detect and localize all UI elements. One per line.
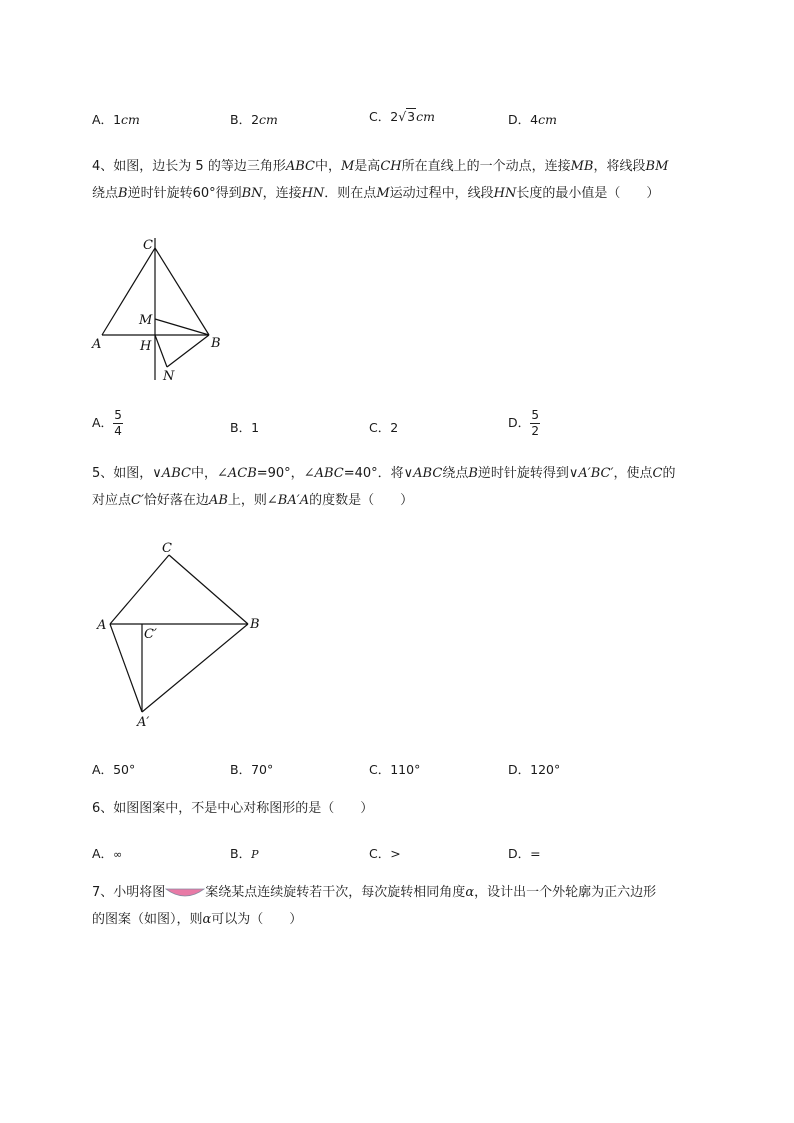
- math-var: ∨ABC: [403, 466, 443, 481]
- math-var: ∠BA′A: [266, 493, 310, 508]
- text: 上，则: [227, 493, 267, 508]
- text: 是高: [354, 159, 381, 174]
- label-n: N: [163, 369, 175, 384]
- question-number: 5、: [92, 466, 114, 481]
- option-value: 1: [251, 420, 260, 435]
- text: 绕点: [442, 466, 469, 481]
- option-label: B．: [230, 420, 252, 435]
- q4-line-1: [92, 153, 668, 180]
- math-var: B: [468, 466, 478, 481]
- text: ．则在点: [324, 186, 377, 201]
- text: 所在直线上的一个动点，连接: [401, 159, 571, 174]
- math-var: C′: [131, 493, 144, 508]
- text: 如图，: [113, 466, 153, 481]
- text: 如图，边长为 5 的等边三角形: [113, 159, 286, 174]
- option-value: 110°: [390, 762, 421, 777]
- math-var: BN: [241, 186, 263, 201]
- option-label: C．: [369, 420, 391, 435]
- math-var: AB: [208, 493, 228, 508]
- label-c-prime: C′: [144, 627, 157, 642]
- option-value: 2: [390, 109, 399, 124]
- option-unit: cm: [416, 109, 435, 124]
- text: ，将线段: [593, 159, 646, 174]
- text: 运动过程中，线段: [389, 186, 494, 201]
- q3-option-c: [369, 107, 435, 125]
- q4-option-d: [508, 408, 540, 439]
- option-value: 50°: [113, 762, 136, 777]
- q4-line-2: [92, 180, 659, 207]
- label-b: B: [250, 617, 260, 632]
- math-var: ∨ABC: [152, 466, 191, 481]
- text: =40°．将: [343, 466, 404, 481]
- q5-option-c: [369, 760, 420, 778]
- q6-option-a: [92, 844, 122, 862]
- q3-option-d: [508, 110, 557, 128]
- math-var: MB: [570, 159, 594, 174]
- denominator: 4: [114, 424, 122, 438]
- option-value: 2: [251, 112, 260, 127]
- question-number: 4、: [92, 159, 114, 174]
- math-var: BM: [645, 159, 669, 174]
- side-ac: [110, 555, 169, 624]
- text: 中，: [190, 466, 217, 481]
- equals-symbol-icon: =: [530, 846, 541, 861]
- fraction: [530, 408, 540, 439]
- text: 逆时针旋转60°得到: [127, 186, 242, 201]
- option-value: 4: [530, 112, 539, 127]
- denominator: 2: [531, 424, 539, 438]
- option-label: D．: [508, 112, 531, 127]
- text: 的度数是（ ）: [309, 493, 414, 508]
- sqrt-radicand: 3: [407, 109, 416, 124]
- option-value: 2: [390, 420, 399, 435]
- q3-option-a: [92, 110, 140, 128]
- text: 长度的最小值是（ ）: [516, 186, 660, 201]
- text: 案绕某点连续旋转若干次，每次旋转相同角度: [205, 885, 466, 900]
- option-label: C．: [369, 762, 391, 777]
- label-c: C: [162, 541, 172, 556]
- math-var: ∠ABC: [303, 466, 344, 481]
- q5-rotation-figure: [88, 535, 278, 730]
- text: =90°，: [256, 466, 304, 481]
- math-var: HN: [301, 186, 325, 201]
- option-label: B．: [230, 112, 252, 127]
- sqrt-symbol: √3: [398, 109, 416, 124]
- text: 恰好落在边: [143, 493, 209, 508]
- math-var: ABC: [285, 159, 315, 174]
- option-label: B．: [230, 846, 252, 861]
- q4-option-a: [92, 408, 123, 439]
- math-var: α: [465, 885, 475, 900]
- text: 逆时针旋转得到: [477, 466, 569, 481]
- text: ，设计出一个外轮廓为正六边形: [474, 885, 657, 900]
- text: 对应点: [92, 493, 132, 508]
- option-label: D．: [508, 846, 531, 861]
- label-c: C: [143, 238, 153, 253]
- text: 的: [662, 466, 676, 481]
- option-unit: cm: [121, 112, 140, 127]
- infinity-symbol-icon: ∞: [113, 848, 123, 861]
- math-var: B: [118, 186, 128, 201]
- option-unit: cm: [538, 112, 557, 127]
- option-label: A．: [92, 846, 114, 861]
- math-var: CH: [380, 159, 402, 174]
- petal-pattern-icon: [165, 887, 205, 899]
- option-label: D．: [508, 415, 531, 430]
- q3-option-b: [230, 110, 278, 128]
- q5-option-b: [230, 760, 273, 778]
- option-unit: cm: [259, 112, 278, 127]
- math-var: α: [202, 912, 212, 927]
- option-label: D．: [508, 762, 531, 777]
- segment-bn: [167, 335, 209, 367]
- q4-option-b: [230, 418, 259, 436]
- question-number: 7、: [92, 885, 114, 900]
- greater-than-symbol-icon: >: [390, 846, 401, 861]
- label-m: M: [139, 313, 153, 328]
- option-value: 70°: [251, 762, 274, 777]
- text: ，连接: [262, 186, 302, 201]
- text: 中，: [314, 159, 341, 174]
- option-label: B．: [230, 762, 252, 777]
- option-label: C．: [369, 846, 391, 861]
- q5-line-2: [92, 487, 413, 514]
- math-var: ∨A′BC′: [568, 466, 614, 481]
- q6-option-b: [230, 844, 258, 862]
- q7-line-2: [92, 906, 302, 933]
- label-a-prime: A′: [137, 715, 150, 730]
- math-var: C: [652, 466, 663, 481]
- text: ，使点: [613, 466, 653, 481]
- side-a-prime-b: [142, 624, 248, 712]
- option-label: A．: [92, 762, 114, 777]
- option-label: A．: [92, 415, 114, 430]
- segment-hn: [155, 335, 167, 367]
- option-label: C．: [369, 109, 391, 124]
- option-value: 1: [113, 112, 122, 127]
- q5-line-1: [92, 460, 675, 487]
- q6-option-c: [369, 844, 401, 862]
- fraction: [113, 408, 123, 439]
- text: 小明将图: [113, 885, 166, 900]
- q7-line-1: [92, 879, 656, 906]
- p-symbol-icon: P: [251, 848, 259, 861]
- math-var: ∠ACB: [216, 466, 257, 481]
- option-label: A．: [92, 112, 114, 127]
- text: 如图图案中，不是中心对称图形的是（ ）: [113, 801, 374, 816]
- math-var: M: [340, 159, 355, 174]
- numerator: 5: [114, 408, 122, 422]
- option-value: 120°: [530, 762, 561, 777]
- math-var: HN: [493, 186, 517, 201]
- label-a: A: [92, 337, 102, 352]
- text: 的图案（如图），则: [92, 912, 203, 927]
- side-cb: [169, 555, 248, 624]
- q4-triangle-figure: [85, 230, 235, 390]
- label-a: A: [97, 618, 107, 633]
- q6-line-1: [92, 795, 373, 822]
- math-var: M: [376, 186, 390, 201]
- numerator: 5: [531, 408, 539, 422]
- q4-option-c: [369, 418, 398, 436]
- q6-option-d: [508, 844, 541, 862]
- label-h: H: [140, 339, 152, 354]
- segment-a-a-prime: [110, 624, 142, 712]
- text: 可以为（ ）: [211, 912, 303, 927]
- question-number: 6、: [92, 801, 114, 816]
- q5-option-a: [92, 760, 135, 778]
- q5-option-d: [508, 760, 560, 778]
- text: 绕点: [92, 186, 119, 201]
- label-b: B: [211, 336, 221, 351]
